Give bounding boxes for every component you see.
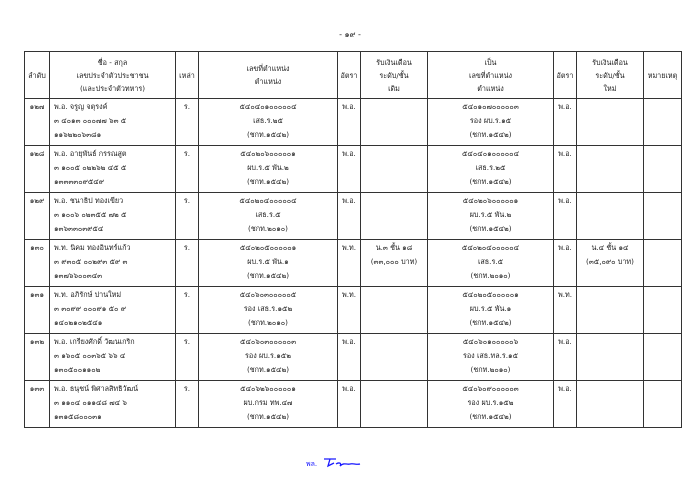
new-position-number: ๕๔๐๑๐๗๐๐๐๐๐๓	[462, 102, 519, 111]
cell-position	[199, 287, 338, 334]
cell-order: ๑๓๓	[25, 381, 50, 428]
position-ref: (ชกท.๒๐๑๐)	[248, 318, 288, 327]
personnel-table	[24, 51, 682, 428]
cell-branch: ร.	[176, 334, 199, 381]
cell-name	[50, 334, 176, 381]
cell-branch: ร.	[176, 240, 199, 287]
cell-rate: พ.อ.	[338, 146, 361, 193]
cell-name	[50, 193, 176, 240]
cell-salary-old	[361, 381, 428, 428]
new-position-title: เสธ.ร.๕	[477, 257, 504, 266]
citizen-id: ๓ ๑๐๐๖ ๐๒๓๕๕ ๗๒ ๕	[54, 210, 127, 219]
cell-name	[50, 287, 176, 334]
military-id: ๑๓๐๕๐๐๑๑๐๒	[54, 365, 101, 374]
header-order: ลำดับ	[25, 52, 50, 99]
new-position-title: เสธ.ร.๒๕	[475, 163, 506, 172]
header-remark: หมายเหตุ	[644, 52, 682, 99]
new-position-ref: (ชกท.๑๕๔๒)	[469, 224, 512, 233]
person-name: พ.อ. อายุพันธ์ กรรณสูต	[54, 149, 127, 158]
position-number: ๕๔๐๒๐๔๐๐๐๐๐๔	[239, 196, 297, 205]
military-id: ๑๓๓๓๓๐๙๕๔๙	[54, 177, 105, 186]
cell-rate-new: พ.อ.	[554, 240, 577, 287]
cell-salary-old: น.๓ ชั้น ๑๘ (๓๓,๐๐๐ บาท)	[361, 240, 428, 287]
cell-order: ๑๒๗	[25, 99, 50, 146]
position-number: ๕๔๐๒๐๖๐๐๐๐๐๑	[240, 149, 296, 158]
cell-order: ๑๓๐	[25, 240, 50, 287]
cell-remark	[644, 99, 682, 146]
position-ref: (ชกท.๑๕๔๒)	[246, 271, 290, 280]
cell-salary-new: น.๔ ชั้น ๑๔ (๓๕,๐๙๐ บาท)	[577, 240, 644, 287]
header-rate: อัตรา	[338, 52, 361, 99]
cell-salary-new	[577, 146, 644, 193]
cell-remark	[644, 146, 682, 193]
position-title: ผบ.ร.๕ พัน.๒	[247, 163, 289, 172]
new-position-ref: (ชกท.๑๕๔๒)	[469, 412, 512, 421]
cell-position	[199, 240, 338, 287]
position-number: ๕๔๐๖๐๓๐๐๐๐๐๓	[240, 337, 296, 346]
cell-rate-new: พ.อ.	[554, 99, 577, 146]
cell-salary-new	[577, 99, 644, 146]
military-id: ๑๓๖๓๓๐๓๙๕๔	[54, 224, 104, 233]
table-row	[25, 334, 682, 381]
cell-remark	[644, 193, 682, 240]
position-title: ผบ.ร.๕ พัน.๑	[247, 257, 289, 266]
cell-name	[50, 381, 176, 428]
position-number: ๕๔๐๖๒๖๐๐๐๐๐๑	[240, 384, 296, 393]
cell-rate-new: พ.อ.	[554, 381, 577, 428]
cell-new-position	[428, 193, 554, 240]
military-id: ๑๑๖๒๒๐๖๓๘๑	[54, 130, 102, 139]
new-position-title: รอง ผบ.ร.๑๕	[469, 116, 512, 125]
person-name: พ.อ. ชนาธิป ทองเขียว	[54, 196, 124, 205]
header-row	[25, 52, 682, 99]
position-title: เสธ.ร.๒๕	[253, 116, 283, 125]
new-position-ref: (ชกท.๑๕๔๒)	[469, 177, 512, 186]
cell-position	[199, 99, 338, 146]
position-ref: (ชกท.๑๕๔๒)	[246, 130, 290, 139]
cell-name	[50, 146, 176, 193]
military-id: ๑๔๐๒๑๐๒๕๔๑	[54, 318, 103, 327]
header-new-position: เป็น เลขที่ตำแหน่ง ตำแหน่ง	[428, 52, 554, 99]
new-position-title: ผบ.ร.๕ พัน.๒	[469, 210, 512, 219]
new-position-number: ๕๔๐๒๐๔๐๐๐๐๐๔	[461, 243, 520, 252]
cell-salary-new	[577, 334, 644, 381]
citizen-id: ๓ ๙๓๐๕ ๐๐๒๙๓ ๕๙ ๓	[54, 257, 128, 266]
cell-order: ๑๒๘	[25, 146, 50, 193]
cell-rate-new: พ.อ.	[554, 193, 577, 240]
new-position-ref: (ชกท.๑๕๔๒)	[469, 130, 512, 139]
cell-order: ๑๓๒	[25, 334, 50, 381]
cell-rate: พ.อ.	[338, 334, 361, 381]
cell-position	[199, 381, 338, 428]
cell-remark	[644, 240, 682, 287]
cell-rate: พ.อ.	[338, 381, 361, 428]
citizen-id: ๓ ๓๐๙๙ ๐๐๐๙๑ ๕๐ ๙	[54, 304, 126, 313]
cell-branch: ร.	[176, 381, 199, 428]
position-number: ๕๔๐๖๐๓๐๐๐๐๐๕	[239, 290, 297, 299]
new-position-number: ๕๔๐๒๐๕๐๐๐๐๐๑	[462, 290, 519, 299]
position-ref: (ชกท.๑๕๔๒)	[246, 365, 290, 374]
cell-order: ๑๒๙	[25, 193, 50, 240]
cell-order: ๑๓๑	[25, 287, 50, 334]
cell-new-position	[428, 146, 554, 193]
cell-rate: พ.ท.	[338, 240, 361, 287]
cell-remark	[644, 381, 682, 428]
person-name: พ.ท. อภิรักษ์ ปานใหม่	[54, 290, 122, 299]
person-name: พ.อ. ธนุชน์ พิศาลสิทธิวัฒน์	[54, 384, 138, 393]
position-title: ผบ.กรม ทพ.๔๗	[243, 398, 293, 407]
citizen-id: ๓ ๑๑๐๔ ๐๑๑๔๘ ๗๔ ๖	[54, 398, 127, 407]
military-id: ๑๓๗๖๖๐๐๓๔๓	[54, 271, 103, 280]
new-position-ref: (ชกท.๑๕๔๒)	[469, 318, 512, 327]
cell-salary-old	[361, 146, 428, 193]
page-number: - ๑๙ -	[339, 30, 361, 39]
table-row	[25, 240, 682, 287]
new-position-number: ๕๔๐๖๐๙๐๐๐๐๐๓	[462, 384, 519, 393]
cell-branch: ร.	[176, 146, 199, 193]
cell-salary-old	[361, 193, 428, 240]
position-ref: (ชกท.๑๕๔๒)	[246, 177, 290, 186]
cell-rate-new: พ.อ.	[554, 146, 577, 193]
person-name: พ.อ. เกรียงศักดิ์ วัฒนเกริก	[54, 337, 135, 346]
cell-salary-new	[577, 381, 644, 428]
position-title: เสธ.ร.๕	[255, 210, 281, 219]
position-number: ๕๔๐๔๐๑๐๐๐๐๐๔	[239, 102, 297, 111]
header-branch: เหล่า	[176, 52, 199, 99]
citizen-id: ๓ ๑๐๐๕ ๐๒๒๖๒ ๔๕ ๕	[54, 163, 127, 172]
new-position-title: รอง ผบ.ร.๑๕๒	[467, 398, 514, 407]
cell-rate-new: พ.อ.	[554, 334, 577, 381]
cell-name	[50, 99, 176, 146]
position-ref: (ชกท.๑๕๔๒)	[246, 412, 290, 421]
header-salary-old: รับเงินเดือน ระดับ/ชั้น เดิม	[361, 52, 428, 99]
signature-scribble	[324, 459, 360, 466]
header-salary-new: รับเงินเดือน ระดับ/ชั้น ใหม่	[577, 52, 644, 99]
cell-rate: พ.ท.	[338, 287, 361, 334]
cell-branch: ร.	[176, 193, 199, 240]
cell-position	[199, 193, 338, 240]
cell-salary-old	[361, 99, 428, 146]
cell-salary-new	[577, 193, 644, 240]
position-number: ๕๔๐๒๐๕๐๐๐๐๐๑	[239, 243, 297, 252]
cell-branch: ร.	[176, 287, 199, 334]
cell-new-position	[428, 99, 554, 146]
cell-name	[50, 240, 176, 287]
cell-rate: พ.อ.	[338, 99, 361, 146]
cell-salary-new	[577, 287, 644, 334]
new-position-number: ๕๔๐๔๐๑๐๐๐๐๐๔	[461, 149, 520, 158]
cell-new-position	[428, 334, 554, 381]
person-name: พ.ท. นิคม ทองอินทร์แก้ว	[54, 243, 131, 252]
cell-position	[199, 334, 338, 381]
citizen-id: ๓ ๔๐๑๓ ๐๐๐๗๗ ๖๓ ๕	[54, 116, 127, 125]
new-position-ref: (ชกท.๒๐๑๐)	[470, 365, 511, 374]
position-title: รอง ผบ.ร.๑๕๒	[245, 351, 291, 360]
cell-new-position	[428, 240, 554, 287]
cell-position	[199, 146, 338, 193]
signature	[306, 451, 376, 471]
new-position-number: ๕๔๐๒๐๖๐๐๐๐๐๑	[462, 196, 519, 205]
cell-rate: พ.อ.	[338, 193, 361, 240]
cell-new-position	[428, 287, 554, 334]
person-name: พ.อ. จรูญ จตุรงค์	[54, 102, 108, 111]
table-row	[25, 99, 682, 146]
table-row	[25, 287, 682, 334]
cell-salary-old	[361, 287, 428, 334]
cell-salary-old	[361, 334, 428, 381]
new-position-number: ๕๔๐๖๐๑๐๐๐๐๐๖	[462, 337, 519, 346]
citizen-id: ๓ ๑๖๐๕ ๐๐๓๖๕ ๖๖ ๔	[54, 351, 126, 360]
header-rate-new: อัตรา	[554, 52, 577, 99]
cell-remark	[644, 334, 682, 381]
table-row	[25, 193, 682, 240]
header-name: ชื่อ - สกุล เลขประจำตัวประชาชน (และประจำตัวทหาร)	[50, 52, 176, 99]
new-position-title: ผบ.ร.๕ พัน.๑	[469, 304, 512, 313]
header-position: เลขที่ตำแหน่ง ตำแหน่ง	[199, 52, 338, 99]
table-row	[25, 146, 682, 193]
cell-branch: ร.	[176, 99, 199, 146]
cell-remark	[644, 287, 682, 334]
position-ref: (ชกท.๒๐๑๐)	[248, 224, 288, 233]
cell-rate-new: พ.ท.	[554, 287, 577, 334]
military-id: ๑๓๑๕๘๐๐๐๓๑	[54, 412, 102, 421]
table-row	[25, 381, 682, 428]
signature-prefix: พล.	[306, 460, 318, 468]
new-position-title: รอง เสธ.ทล.ร.๑๕	[462, 351, 519, 360]
position-title: รอง เสธ.ร.๑๕๒	[243, 304, 293, 313]
cell-new-position	[428, 381, 554, 428]
new-position-ref: (ชกท.๒๐๑๐)	[470, 271, 511, 280]
